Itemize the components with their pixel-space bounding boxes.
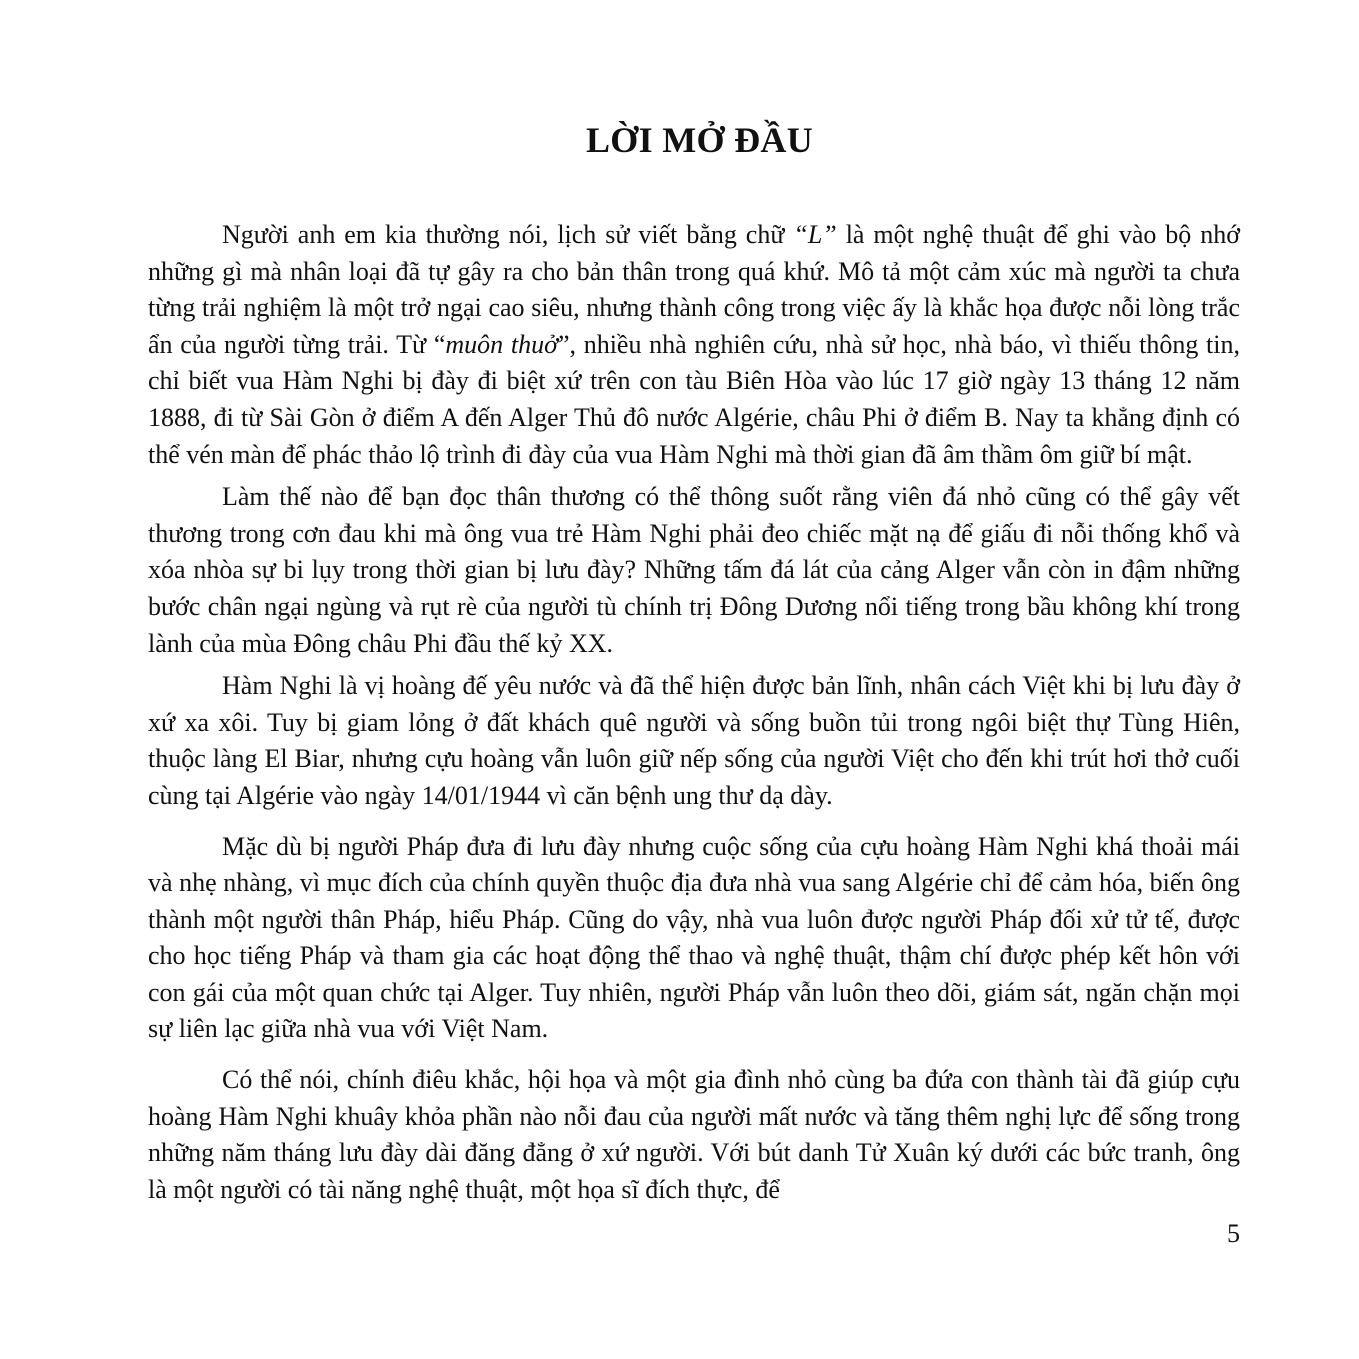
paragraph-4: Mặc dù bị người Pháp đưa đi lưu đày nhưng cuộc sống của cựu hoàng Hàm Nghi khá thoải mái và nhẹ nhàng, vì mục đích của chính quyền thuộc địa đưa nhà vua sang Algérie chỉ để cảm hóa, biến ông thành một người thân Pháp, hiểu Pháp. Cũng do vậy, nhà vua luôn được người Pháp đối xử tử tế, được cho học tiếng Pháp và tham gia các hoạt động thể thao và nghệ thuật, thậm chí được phép kết hôn với con gái của một quan chức tại Alger. Tuy nhiên, người Pháp vẫn luôn theo dõi, giám sát, ngăn chặn mọi sự liên lạc giữa nhà vua với Việt Nam.	[148, 831, 1240, 1044]
page-number: 5	[1227, 1219, 1240, 1248]
paragraph-5: Có thể nói, chính điêu khắc, hội họa và một gia đình nhỏ cùng ba đứa con thành tài đã giúp cựu hoàng Hàm Nghi khuây khỏa phần nào nỗi đau của người mất nước và tăng thêm nghị lực để sống trong những năm tháng lưu đày dài đăng đẳng ở xứ người. Với bút danh Tử Xuân ký dưới các bức tranh, ông là một người có tài năng nghệ thuật, một họa sĩ đích thực, để	[148, 1065, 1240, 1204]
paragraph-2: Làm thế nào để bạn đọc thân thương có thể thông suốt rằng viên đá nhỏ cũng có thể gây vết thương trong cơn đau khi mà ông vua trẻ Hàm Nghi phải đeo chiếc mặt nạ để giấu đi nỗi thống khổ và xóa nhòa sự bi lụy trong thời gian bị lưu đày? Những tấm đá lát của cảng Alger vẫn còn in đậm những bước chân ngại ngùng và rụt rè của người tù chính trị Đông Dương nổi tiếng trong bầu không khí trong lành của mùa Đông châu Phi đầu thế kỷ XX.	[148, 482, 1240, 658]
paragraph-1-italic-l: “L”	[793, 220, 837, 249]
paragraph-1-italic-muon-thuo: muôn thuở	[445, 329, 558, 359]
paragraph-1	[148, 217, 1240, 473]
paragraph-1-text-b: là một nghệ thuật để ghi vào bộ nhớ những gì mà nhân loại đã tự gây ra cho bản thân trong quá khứ. Mô tả một cảm xúc mà người ta chưa từng trải nghiệm là một trở ngại cao siêu, nhưng thành công trong việc ấy là khắc họa được nỗi lòng trắc ẩn của người từng trải. Từ “	[148, 220, 1240, 359]
paragraph-1-text-a: Người anh em kia thường nói, lịch sử viết bằng chữ	[222, 220, 794, 249]
body-text	[148, 217, 1240, 1208]
paragraph-3: Hàm Nghi là vị hoàng đế yêu nước và đã thể hiện được bản lĩnh, nhân cách Việt khi bị lưu đày ở xứ xa xôi. Tuy bị giam lỏng ở đất khách quê người và sống buồn tủi trong ngôi biệt thự Tùng Hiên, thuộc làng El Biar, nhưng cựu hoàng vẫn luôn giữ nếp sống của người Việt cho đến khi trút hơi thở cuối cùng tại Algérie vào ngày 14/01/1944 vì căn bệnh ung thư dạ dày.	[148, 671, 1240, 810]
page-title: LỜI MỞ ĐẦU	[586, 120, 813, 160]
paragraph-1-text-c: ”, nhiều nhà nghiên cứu, nhà sử học, nhà báo, vì thiếu thông tin, chỉ biết vua Hàm Nghi bị đày đi biệt xứ trên con tàu Biên Hòa vào lúc 17 giờ ngày 13 tháng 12 năm 1888, đi từ Sài Gòn ở điểm A đến Alger Thủ đô nước Algérie, châu Phi ở điểm B. Nay ta khẳng định có thể vén màn để phác thảo lộ trình đi đày của vua Hàm Nghi mà thời gian đã âm thầm ôm giữ bí mật.	[148, 329, 1240, 469]
